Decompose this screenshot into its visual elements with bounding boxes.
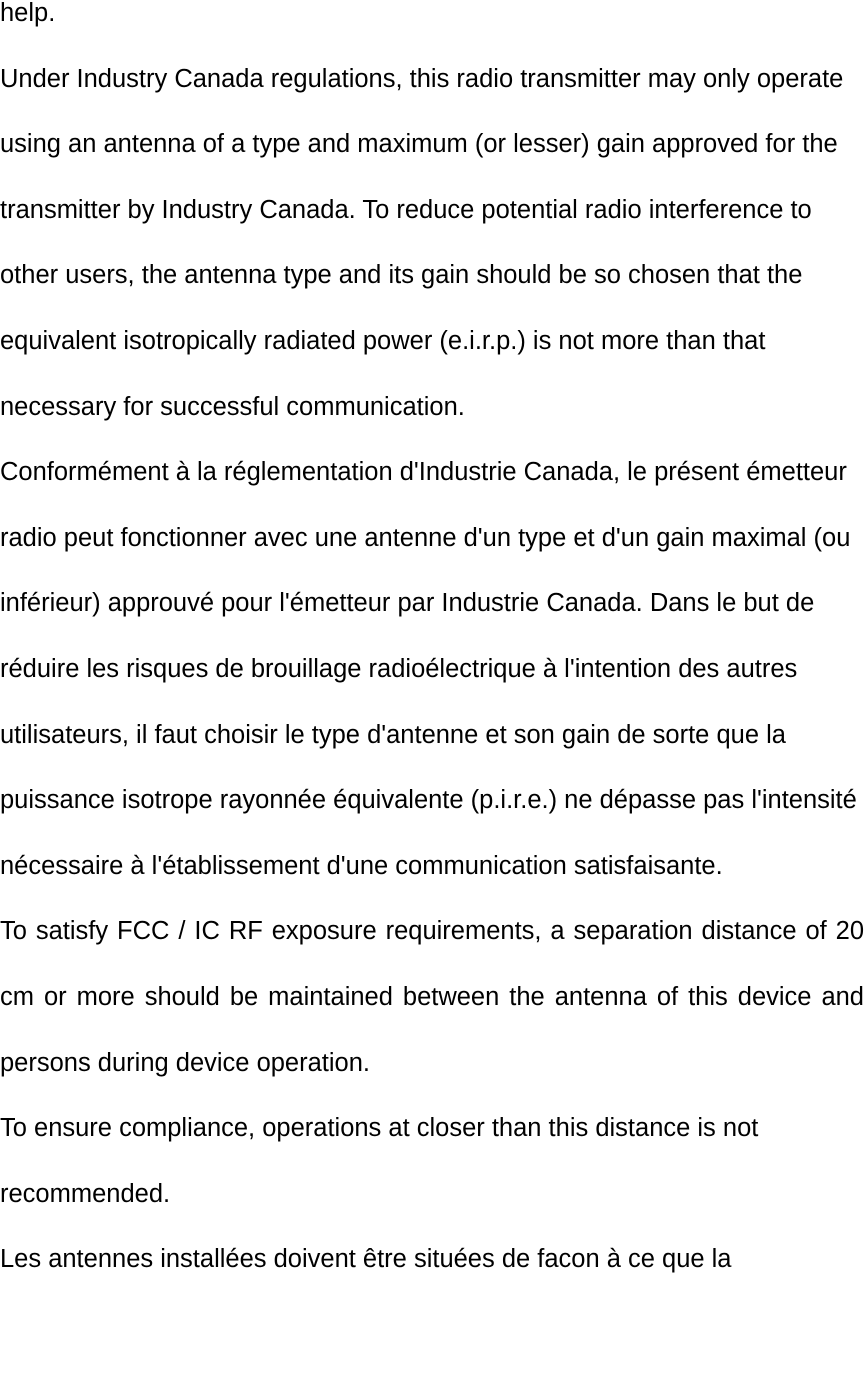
paragraph-rf-exposure: To satisfy FCC / IC RF exposure requirements, a separation distance of 20 cm or more should be maintained between the antenna of this device and persons during device operation. [0, 917, 864, 1077]
paragraph-compliance: To ensure compliance, operations at closer than this distance is not recommended. [0, 1114, 759, 1208]
paragraph-ic-regulations-french: Conformément à la réglementation d'Industrie Canada, le présent émetteur radio peut fonctionner avec une antenne d'un type et d'un gain maximal (ou inférieur) approuvé pour l'émetteur par Industrie Canada. Dans le but de réduire les risques de brouillage radioélectrique à l'intention des autres utilisateurs, il faut choisir le type d'antenne et son gain de sorte que la puissance isotrope rayonnée équivalente (p.i.r.e.) ne dépasse pas l'intensité nécessaire à l'établissement d'une communication satisfaisante. [0, 458, 857, 880]
paragraph-antennas-french: Les antennes installées doivent être situées de facon à ce que la [0, 1245, 732, 1274]
paragraph-help: help. [0, 0, 56, 27]
paragraph-ic-regulations-english: Under Industry Canada regulations, this radio transmitter may only operate using an antenna of a type and maximum (or lesser) gain approved for the transmitter by Industry Canada. To reduce potential radio interference to other users, the antenna type and its gain should be so chosen that the equivalent isotropically radiated power (e.i.r.p.) is not more than that necessary for successful communication. [0, 64, 844, 421]
